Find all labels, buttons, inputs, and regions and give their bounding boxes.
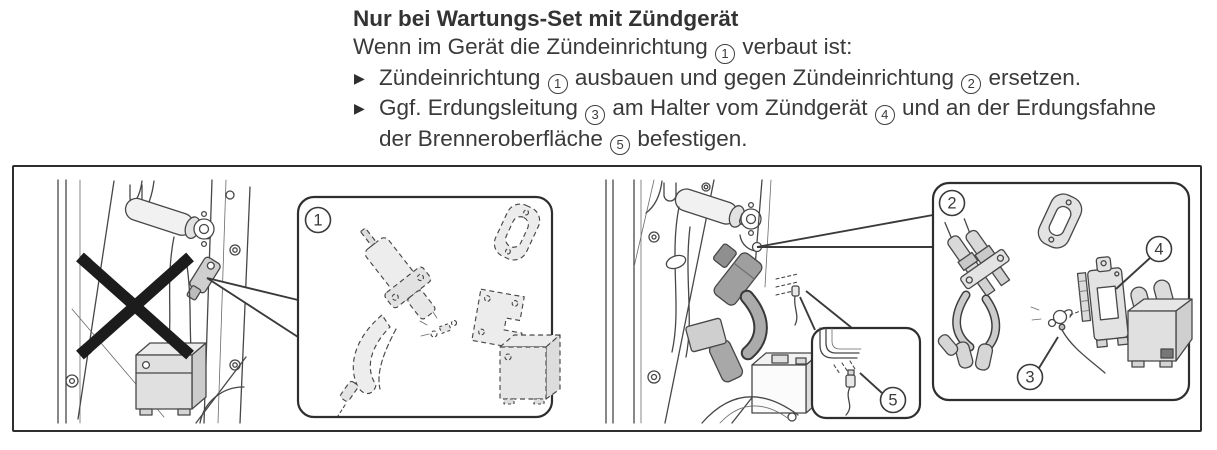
right-boiler-drawing (606, 180, 820, 423)
callout-number-3: 3 (1025, 368, 1035, 387)
callout-number-4: 4 (1154, 240, 1164, 259)
callout-box-new-kit (929, 183, 1192, 400)
instruction-text-block (353, 5, 1193, 155)
ref-circle-1: 1 (715, 44, 735, 64)
ref-circle-3: 3 (585, 105, 605, 125)
intro-text-2: verbaut ist: (742, 34, 853, 59)
callout-number-5: 5 (888, 391, 898, 410)
bullet2-text-2: am Halter vom Zündgerät (612, 95, 868, 120)
ref-circle-4: 4 (875, 105, 895, 125)
intro-line (353, 33, 1193, 64)
callout-label-5 (881, 388, 906, 413)
ignition-device-figure (14, 167, 1200, 430)
cross-out-mark (80, 257, 190, 355)
left-transformer-box (136, 343, 206, 415)
bullet-triangle-icon: ▶ (354, 100, 365, 116)
callout-label-1 (306, 208, 331, 233)
bullet-step-1 (353, 64, 1179, 95)
bullet-step-2 (353, 94, 1179, 155)
ref-circle-2: 2 (961, 74, 981, 94)
bullet2-text-3: und an der Erdungsfahne der Brenneroberfläche (379, 95, 1156, 151)
old-transformer (500, 335, 560, 404)
figure-frame (12, 165, 1202, 432)
left-boiler-drawing (58, 180, 250, 423)
callout-wedge-1 (207, 278, 298, 337)
bullet-triangle-icon: ▶ (354, 69, 365, 86)
intro-text-1: Wenn im Gerät die Zündeinrichtung (353, 34, 708, 59)
ground-point-dashes (776, 274, 799, 325)
callout-number-1: 1 (313, 211, 323, 230)
bullet1-text-1: Zündeinrichtung (379, 64, 541, 90)
callout-leads-5 (800, 291, 852, 330)
bullet1-text-2: ausbauen und gegen Zündeinrichtung (574, 64, 954, 90)
gas-valve (752, 353, 820, 421)
callout-box-old-kit (298, 197, 560, 417)
bullet2-text-4: befestigen. (637, 125, 748, 151)
section-heading: Nur bei Wartungs-Set mit Zündgerät (353, 6, 739, 31)
bullet2-text-1: Ggf. Erdungsleitung (379, 95, 578, 120)
callout-wedge-2 (757, 215, 933, 247)
callout-number-2: 2 (947, 194, 957, 213)
bullet1-text-3: ersetzen. (988, 64, 1082, 90)
ref-circle-1b: 1 (548, 74, 568, 94)
instruction-bullets (353, 64, 1179, 156)
callout-label-2 (940, 191, 965, 216)
ref-circle-5: 5 (610, 135, 630, 155)
callout-box-ground-tab (812, 328, 920, 418)
